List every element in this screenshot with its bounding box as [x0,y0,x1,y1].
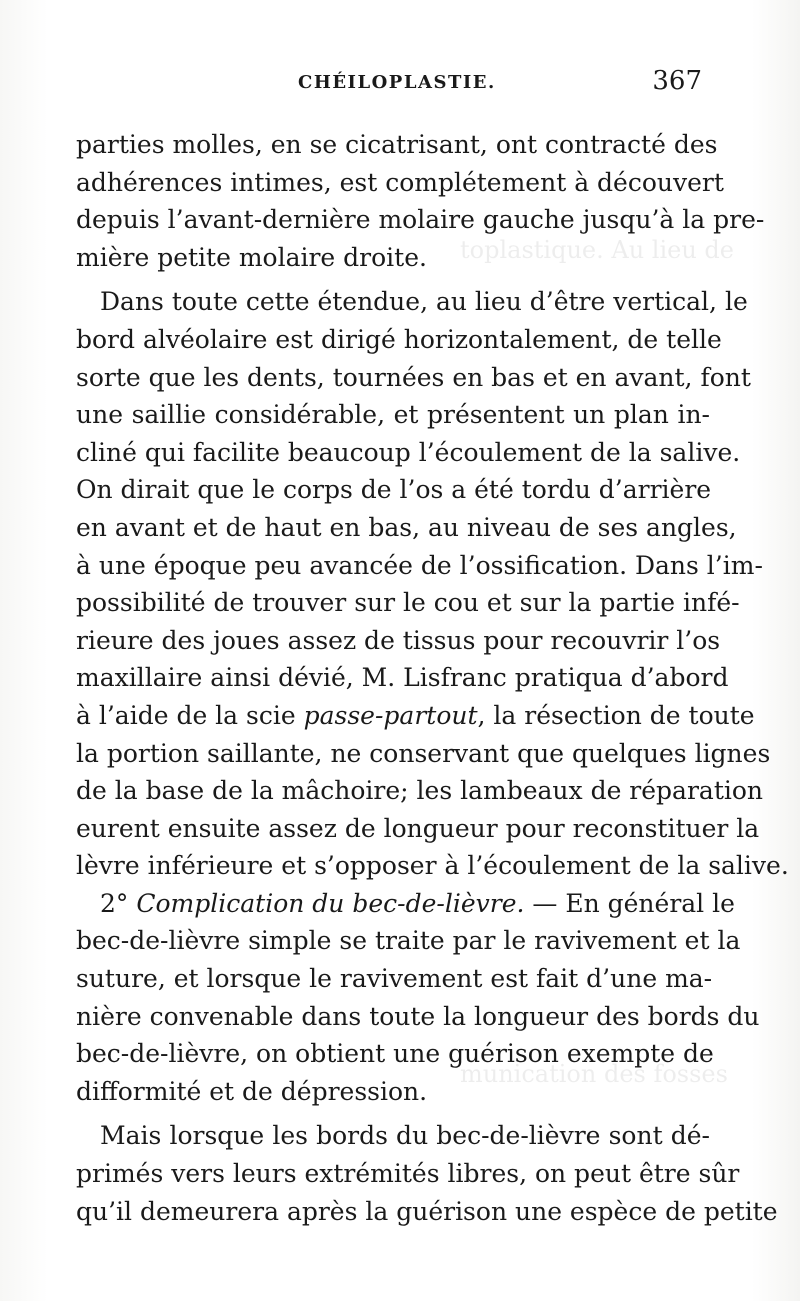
paragraph-gap [76,1110,710,1117]
text-line: en avant et de haut en bas, au niveau de ses angles, [76,512,737,542]
text-line: nière convenable dans toute la longueur des bords du [76,1001,760,1031]
paragraph [76,126,765,276]
text-line: lèvre inférieure et s’opposer à l’écoulement de la salive. [76,851,789,881]
text-line: adhérences intimes, est complétement à découvert [76,167,724,197]
running-head: CHÉILOPLASTIE. [298,72,496,93]
text-line: On dirait que le corps de l’os a été tordu d’arrière [76,475,712,505]
text-line: bord alvéolaire est dirigé horizontalement, de telle [76,324,722,354]
page-header [76,66,702,102]
text-line: depuis l’avant-dernière molaire gauche jusqu’à la pre- [76,205,765,235]
text-line: bec-de-lièvre, on obtient une guérison exempte de [76,1039,714,1069]
text-line: de la base de la mâchoire; les lambeaux de réparation [76,776,764,806]
paragraph [76,283,789,885]
text-line: qu’il demeurera après la guérison une espèce de petite [76,1196,778,1226]
text-line: Mais lorsque les bords du bec-de-lièvre sont dé- [100,1121,710,1151]
page-number: 367 [652,66,702,96]
show-through-text: toplastique. Au lieu de [460,236,734,264]
text-line: eurent ensuite assez de longueur pour reconstituer la [76,813,760,843]
text-line: mière petite molaire droite. [76,242,427,272]
body-text [76,126,789,1230]
text-line: à une époque peu avancée de l’ossification. Dans l’im- [76,550,763,580]
text-line: primés vers leurs extrémités libres, on peut être sûr [76,1159,740,1189]
text-line: suture, et lorsque le ravivement est fait d’une ma- [76,964,713,994]
text-line: cliné qui facilite beaucoup l’écoulement de la salive. [76,437,741,467]
text-line: rieure des joues assez de tissus pour recouvrir l’os [76,625,721,655]
paragraph-gap [76,276,710,283]
text-line: sorte que les dents, tournées en bas et en avant, font [76,362,751,392]
text-line: Dans toute cette étendue, au lieu d’être vertical, le [100,287,748,317]
paragraph [76,885,760,1111]
text-line: 2° Complication du bec-de-lièvre. — En général le [100,888,735,918]
text-line: maxillaire ainsi dévié, M. Lisfranc pratiqua d’abord [76,663,729,693]
show-through-text: munication des fosses [460,1060,728,1088]
text-line: parties molles, en se cicatrisant, ont contracté des [76,130,718,159]
text-line: possibilité de trouver sur le cou et sur la partie infé- [76,588,740,618]
paragraph [76,1117,778,1230]
text-line: une saillie considérable, et présentent un plan in- [76,400,710,430]
text-line: la portion saillante, ne conservant que quelques lignes [76,738,771,768]
text-line: difformité et de dépression. [76,1076,428,1106]
text-line: à l’aide de la scie passe-partout, la résection de toute [76,700,755,730]
text-line: bec-de-lièvre simple se traite par le ravivement et la [76,926,741,956]
